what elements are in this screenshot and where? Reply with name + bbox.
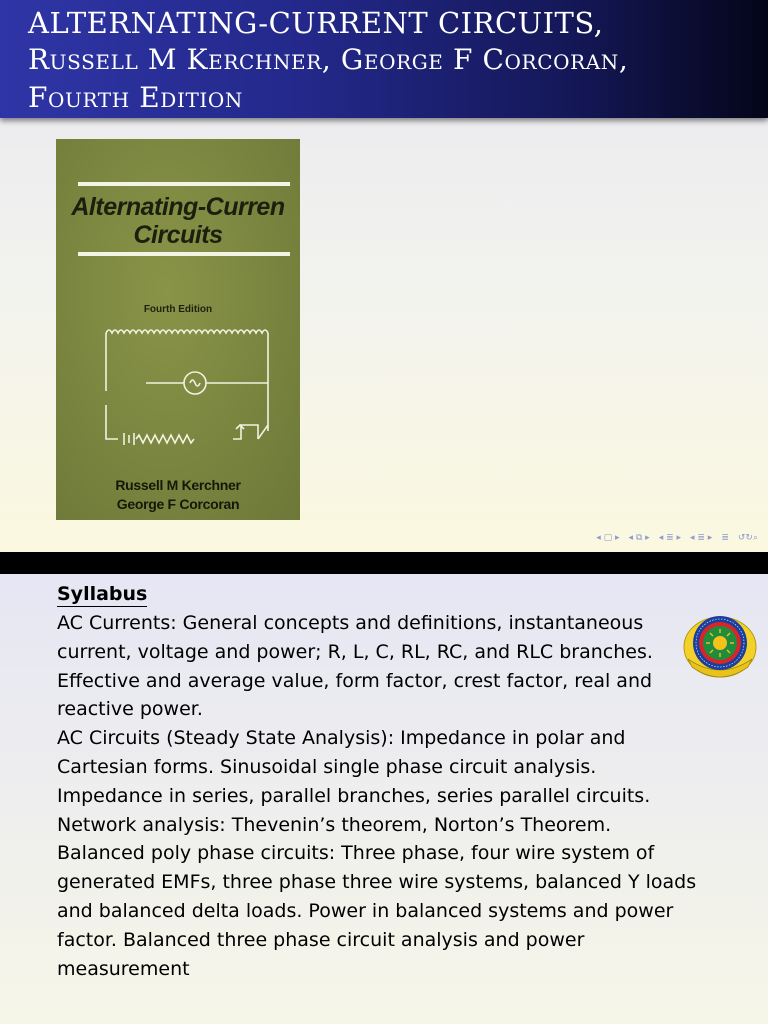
syllabus-line: Network analysis: Thevenin’s theorem, Norton’s Theorem. xyxy=(57,813,612,836)
syllabus-line: reactive power. xyxy=(57,698,203,721)
cover-author-2: George F Corcoran xyxy=(116,496,240,512)
university-seal-icon xyxy=(682,609,758,685)
syllabus-text xyxy=(57,609,697,983)
slide-title-line-2: Russell M Kerchner, George F Corcoran, xyxy=(28,43,629,76)
cover-edition: Fourth Edition xyxy=(143,304,213,315)
cover-circuit-diagram-icon xyxy=(96,321,286,451)
nav-left-arrow-icon[interactable]: ◂ ▢ ▸ xyxy=(596,533,620,543)
nav-subsection-icon[interactable]: ◂ ≣ ▸ xyxy=(658,533,682,543)
slide-title-bar xyxy=(0,0,768,118)
slide-title-line-1: ALTERNATING-CURRENT CIRCUITS, xyxy=(28,6,604,40)
syllabus-line: AC Circuits (Steady State Analysis): Impedance in polar and xyxy=(57,727,626,750)
slide-title-line-3: Fourth Edition xyxy=(28,81,243,114)
syllabus-line: Effective and average value, form factor, crest factor, real and xyxy=(57,669,653,692)
syllabus-line: factor. Balanced three phase circuit analysis and power xyxy=(57,928,585,951)
beamer-navigation-bar xyxy=(596,534,758,543)
syllabus-heading: Syllabus xyxy=(57,583,148,605)
syllabus-line: and balanced delta loads. Power in balanced systems and power xyxy=(57,899,674,922)
cover-title-line-1: Alternating-Curren xyxy=(71,193,285,221)
syllabus-line: measurement xyxy=(57,957,190,980)
syllabus-line: Impedance in series, parallel branches, series parallel circuits. xyxy=(57,784,651,807)
syllabus-line: Balanced poly phase circuits: Three phase, four wire system of xyxy=(57,842,655,865)
book-cover-image xyxy=(56,139,300,520)
nav-section-icon[interactable]: ◂ ≣ ▸ xyxy=(690,533,713,543)
nav-presentation-icon[interactable]: ≣ xyxy=(721,533,729,543)
nav-search-icon[interactable]: ↺↻⌕ xyxy=(737,533,758,543)
nav-frame-icon[interactable]: ◂ ⧉ ▸ xyxy=(628,533,650,543)
cover-top-rule xyxy=(78,182,290,186)
cover-title-line-2: Circuits xyxy=(133,221,223,249)
slide-syllabus xyxy=(0,574,768,1024)
slide-separator xyxy=(0,552,768,574)
cover-bottom-rule xyxy=(78,252,290,256)
syllabus-line: Cartesian forms. Sinusoidal single phase circuit analysis. xyxy=(57,755,597,778)
syllabus-line: AC Currents: General concepts and definitions, instantaneous xyxy=(57,612,644,634)
syllabus-line: current, voltage and power; R, L, C, RL, RC, and RLC branches. xyxy=(57,640,653,663)
cover-author-1: Russell M Kerchner xyxy=(115,477,241,493)
syllabus-line: generated EMFs, three phase three wire systems, balanced Y loads xyxy=(57,871,697,894)
